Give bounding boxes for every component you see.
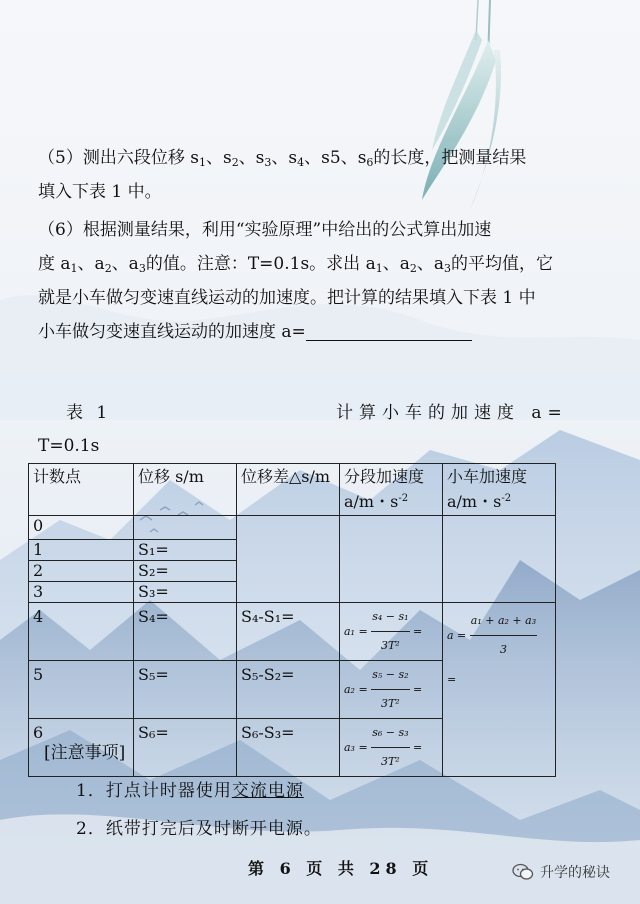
cell-point: 1 — [29, 540, 134, 561]
cell-diff[interactable]: S₅-S₂= — [237, 661, 340, 719]
cell-diff-empty — [237, 516, 340, 603]
table-caption-title: 计算小车的加速度 a= — [336, 403, 568, 423]
paragraph-step-5: （5）测出六段位移 $s_1$、$s_2$、$s_3$、$s_4$、s5、$s_6$的长度，把测量结果 填入下表 1 中。 — [38, 148, 527, 202]
cell-diff[interactable]: S₄-S₁= — [237, 603, 340, 661]
notes-heading: [注意事项] — [44, 743, 126, 763]
note-item-1: 1．打点计时器使用交流电源 — [76, 781, 304, 801]
table-caption-label: 表 1 — [66, 403, 112, 423]
cell-seg-empty — [340, 516, 443, 603]
watermark-text: 升学的秘诀 — [540, 865, 610, 881]
table-caption-period: T=0.1s — [38, 436, 100, 456]
paragraph-step-6: （6）根据测量结果，利用“实验原理”中给出的公式算出加速 度 $a_1$、$a_2$、$a_3$的值。注意：T=0.1s。求出 $a_1$、$a_2$、$a_3$的平均值，它 就是小车做匀变速直线运动的加速度。把计算的结果填入下表 1 中 小车做匀变速直线运动的加速度 a= — [38, 220, 553, 342]
answer-blank[interactable] — [306, 322, 472, 341]
header-displacement: 位移 s/m — [134, 464, 237, 516]
header-count-point: 计数点 — [29, 464, 134, 516]
cell-diff[interactable]: S₆-S₃= — [237, 719, 340, 777]
cell-point: 6 — [29, 719, 134, 777]
table-header-row — [29, 464, 556, 516]
wechat-icon — [512, 863, 534, 881]
cell-avg-empty — [443, 516, 556, 603]
cell-disp[interactable]: S₄= — [134, 603, 237, 661]
acceleration-table — [28, 463, 556, 777]
header-displacement-diff: 位移差△s/m — [237, 464, 340, 516]
formula-a1: a₁ = $\frac{\text{s₄ − s₁}}{\text{3T²}}$ = — [340, 603, 443, 661]
watermark — [512, 862, 610, 882]
formula-average: a = $\frac{\text{a₁ + a₂ + a₃}}{3}$ = — [443, 603, 556, 777]
cell-disp[interactable]: S₃= — [134, 582, 237, 603]
cell-point: 3 — [29, 582, 134, 603]
table-row — [29, 603, 556, 661]
note-item-2: 2．纸带打完后及时断开电源。 — [76, 819, 322, 839]
cell-disp[interactable]: S₂= — [134, 561, 237, 582]
header-cart-accel: 小车加速度a/m・$s^{-2}$ — [443, 464, 556, 516]
header-segment-accel: 分段加速度 a/m・$s^{-2}$ — [340, 464, 443, 516]
cell-disp[interactable]: S₅= — [134, 661, 237, 719]
cell-disp[interactable] — [134, 516, 237, 540]
cell-point: 2 — [29, 561, 134, 582]
cell-point: 0 — [29, 516, 134, 540]
cell-disp[interactable]: S₆= — [134, 719, 237, 777]
cell-point: 5 — [29, 661, 134, 719]
page-number: 第 6 页 共 28 页 — [248, 859, 434, 878]
formula-a2: a₂ = $\frac{\text{s₅ − s₂}}{\text{3T²}}$ = — [340, 661, 443, 719]
cell-disp[interactable]: S₁= — [134, 540, 237, 561]
cell-point: 4 — [29, 603, 134, 661]
table-row — [29, 516, 556, 540]
formula-a3: a₃ = $\frac{\text{s₆ − s₃}}{\text{3T²}}$ = — [340, 719, 443, 777]
